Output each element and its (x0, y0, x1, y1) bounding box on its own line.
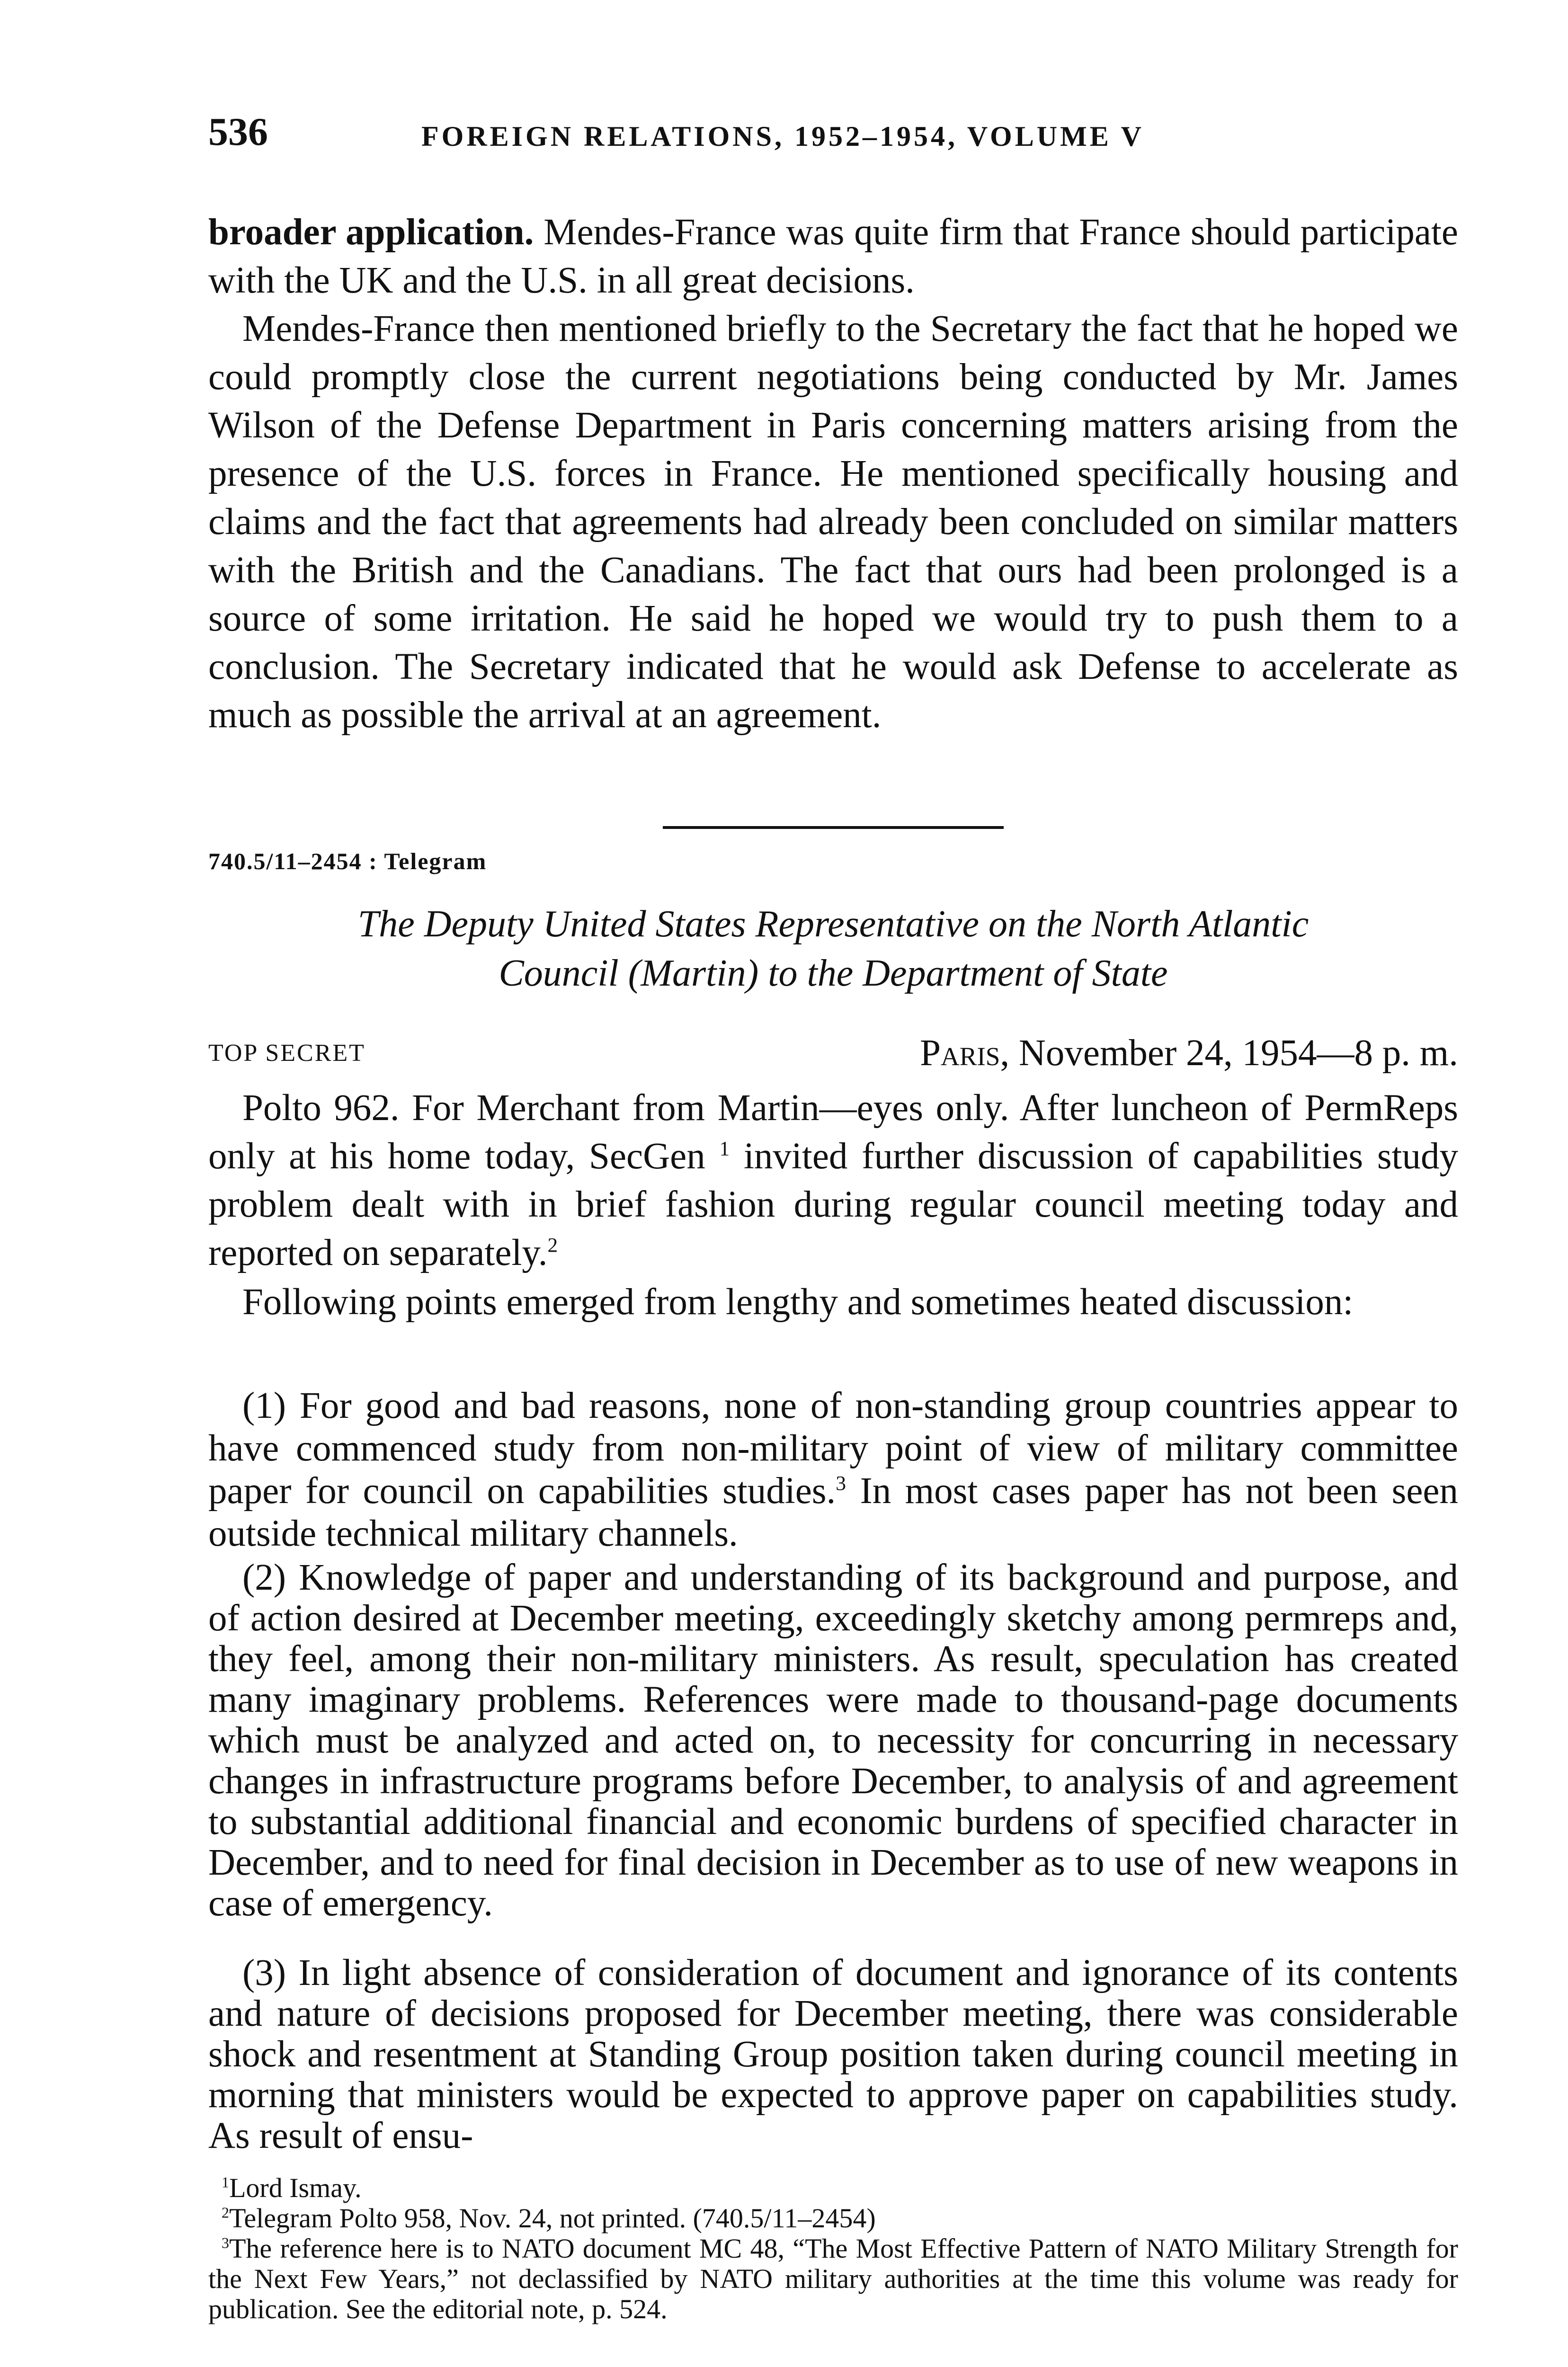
footnote-mark-2: 2 (222, 2204, 229, 2221)
running-title: FOREIGN RELATIONS, 1952–1954, VOLUME V (421, 121, 1144, 152)
dateline-date: November 24, 1954—8 p. m. (1009, 1032, 1458, 1074)
footnote-2 (208, 2203, 1458, 2234)
running-head (208, 109, 1458, 166)
numbered-item-1 (208, 1385, 1458, 1555)
file-reference: 740.5/11–2454 : Telegram (208, 848, 487, 874)
dateline-place: Paris, (920, 1032, 1010, 1074)
dateline (920, 1032, 1458, 1075)
item-1-text-a: (1) For good and bad reasons, none of non-standing group countries appear to have commenced study from non-military point of view of military committee paper for council on capabilities studies. (208, 1385, 1458, 1512)
footnote-text-3: The reference here is to NATO document MC 48, “The Most Effective Pattern of NATO Military Strength for the Next Few Years,” not declassified by NATO military authorities at the time this volume was ready for publication. See the editorial note, p. 524. (208, 2233, 1458, 2324)
footnote-text-2: Telegram Polto 958, Nov. 24, not printed. (740.5/11–2454) (229, 2203, 876, 2234)
heading-line-2: Council (Martin) to the Department of State (499, 952, 1168, 994)
footnote-ref-1: 1 (719, 1137, 730, 1160)
telegram-paragraph-1 (208, 1084, 1458, 1277)
footnote-ref-2: 2 (547, 1234, 558, 1257)
footnote-mark-1: 1 (222, 2174, 229, 2191)
footnote-3 (208, 2234, 1458, 2324)
telegram-paragraph-2: Following points emerged from lengthy and sometimes heated discussion: (242, 1281, 1354, 1323)
item-1-text-b: In most cases paper has not been seen outside technical military channels. (208, 1470, 1458, 1554)
continuation-text: Mendes-France was quite firm that France should participate with the UK and the U.S. in all great decisions. (208, 212, 1458, 301)
footnote-ref-3: 3 (836, 1472, 846, 1495)
continuation-paragraph (208, 208, 1458, 305)
footnote-1 (208, 2173, 1458, 2203)
heading-line-1: The Deputy United States Representative on the North Atlantic (357, 903, 1309, 945)
footnote-text-1: Lord Ismay. (229, 2172, 362, 2203)
telegram-text-b: invited further discussion of capabilities study problem dealt with in brief fashion during regular council meeting today and reported on separately. (208, 1136, 1459, 1273)
document-heading (208, 899, 1458, 998)
section-divider (663, 826, 1004, 829)
numbered-item-2: (2) Knowledge of paper and understanding of its background and purpose, and of action desired at December meeting, exceedingly sketchy among permreps and, they feel, among their non-military ministers. As result, speculation has created many imaginary problems. References were made to thousand-page documents which must be analyzed and acted on, to necessity for concurring in necessary changes in infrastructure programs before December, to analysis of and agreement to substantial additional financial and economic burdens of specified character in December, and to need for final decision in December as to use of new weapons in case of emergency. (208, 1557, 1458, 1924)
page-number: 536 (208, 110, 268, 154)
numbered-item-3: (3) In light absence of consideration of document and ignorance of its contents and nature of decisions proposed for December meeting, there was considerable shock and resentment at Standing Group position taken during council meeting in morning that ministers would be expected to approve paper on capabilities study. As result of ensu- (208, 1952, 1458, 2156)
classification-label: TOP SECRET (208, 1040, 365, 1067)
footnotes (208, 2173, 1458, 2324)
telegram-text-a: Polto 962. For Merchant from Martin—eyes only. After luncheon of PermReps only at his home today, SecGen (208, 1087, 1458, 1177)
continuation-lead: broader application. (208, 212, 534, 253)
mendes-france-paragraph: Mendes-France then mentioned briefly to the Secretary the fact that he hoped we could promptly close the current negotiations being conducted by Mr. James Wilson of the Defense Department in Paris concerning matters arising from the presence of the U.S. forces in France. He mentioned specifically housing and claims and the fact that agreements had already been concluded on similar matters with the British and the Canadians. The fact that ours had been prolonged is a source of some irritation. He said he hoped we would try to push them to a conclusion. The Secretary indicated that he would ask Defense to accelerate as much as possible the arrival at an agreement. (208, 308, 1458, 736)
footnote-mark-3: 3 (222, 2234, 229, 2251)
